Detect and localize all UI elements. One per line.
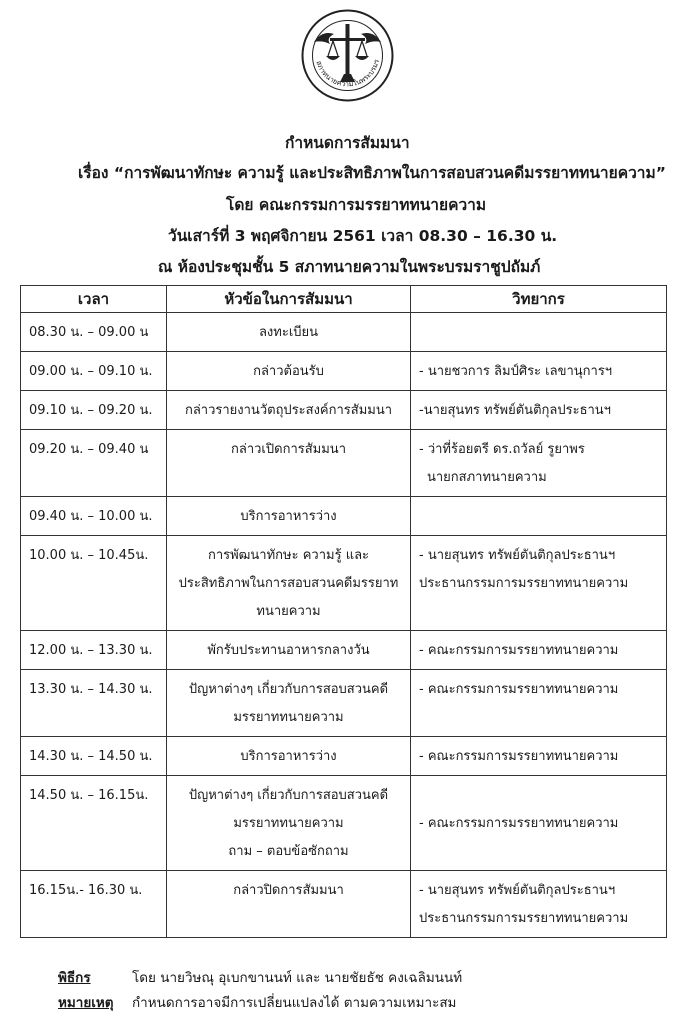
topic-line: ถาม – ตอบข้อซักถาม [228, 844, 349, 859]
topic-line: บริการอาหารว่าง [240, 509, 337, 524]
mc-label: พิธีกร [58, 970, 91, 986]
table-row [21, 631, 667, 670]
speaker-line [419, 782, 658, 810]
speaker-line: - ว่าที่ร้อยตรี ดร.ถวัลย์ รูยาพร [419, 442, 585, 457]
topic-line: มรรยาททนายความ [233, 816, 344, 831]
row-time: 12.00 น. – 13.30 น. [21, 631, 167, 670]
svg-text:สภาทนายความในพระบรมราชูปถัมภ์: สภาทนายความในพระบรมร [314, 58, 381, 89]
note-text: กำหนดการอาจมีการเปลี่ยนแปลงได้ ตามความเหมาะสม [132, 995, 457, 1011]
table-row [21, 737, 667, 776]
row-topic [167, 536, 411, 631]
topic-line: ปัญหาต่างๆ เกี่ยวกับการสอบสวนคดี [188, 682, 389, 697]
row-time: 08.30 น. – 09.00 น [21, 313, 167, 352]
table-row [21, 352, 667, 391]
venue-line: ณ ห้องประชุมชั้น 5 สภาทนายความในพระบรมราชูปถัมภ์ [158, 258, 541, 276]
row-topic [167, 670, 411, 737]
row-topic [167, 776, 411, 871]
speaker-line: - นายสุนทร ทรัพย์ตันติกุลประธานฯ [419, 548, 616, 563]
speaker-line: - นายสุนทร ทรัพย์ตันติกุลประธานฯ [419, 883, 616, 898]
row-topic [167, 737, 411, 776]
topic-line: การพัฒนาทักษะ ความรู้ และ [207, 548, 370, 563]
row-time: 13.30 น. – 14.30 น. [21, 670, 167, 737]
row-time: 14.50 น. – 16.15น. [21, 776, 167, 871]
row-speaker [411, 737, 667, 776]
topic-line: พักรับประทานอาหารกลางวัน [207, 643, 370, 658]
row-time: 09.00 น. – 09.10 น. [21, 352, 167, 391]
table-row [21, 871, 667, 938]
row-speaker [411, 631, 667, 670]
row-topic [167, 313, 411, 352]
row-speaker [411, 391, 667, 430]
row-time: 09.10 น. – 09.20 น. [21, 391, 167, 430]
topic-line: กล่าวเปิดการสัมมนา [231, 442, 346, 457]
row-time: 10.00 น. – 10.45น. [21, 536, 167, 631]
table-row [21, 313, 667, 352]
row-topic [167, 352, 411, 391]
topic-line: กล่าวต้อนรับ [253, 364, 324, 379]
row-speaker [411, 430, 667, 497]
topic-line: ประสิทธิภาพในการสอบสวนคดีมรรยาท [178, 576, 399, 591]
schedule-table [20, 285, 667, 938]
row-speaker [411, 536, 667, 631]
topic-line: มรรยาททนายความ [233, 710, 344, 725]
row-speaker [411, 776, 667, 871]
table-row [21, 536, 667, 631]
row-speaker [411, 871, 667, 938]
table-row [21, 391, 667, 430]
topic-line: ปัญหาต่างๆ เกี่ยวกับการสอบสวนคดี [188, 788, 389, 803]
row-time: 09.40 น. – 10.00 น. [21, 497, 167, 536]
mc-text: โดย นายวิษณุ อุเบกขานนท์ และ นายชัยธัช คงเฉลิมนนท์ [132, 970, 463, 986]
row-topic [167, 430, 411, 497]
header-speaker: วิทยากร [411, 286, 667, 313]
speaker-line: ประธานกรรมการมรรยาททนายความ [419, 911, 629, 926]
row-speaker [411, 313, 667, 352]
note-label: หมายเหตุ [58, 995, 114, 1011]
seminar-subject: เรื่อง “การพัฒนาทักษะ ความรู้ และประสิทธิภาพในการสอบสวนคดีมรรยาททนายความ” [78, 164, 666, 182]
speaker-line: - นายชวการ ลิมป์ศิระ เลขานุการฯ [419, 364, 613, 379]
row-topic [167, 497, 411, 536]
table-row [21, 776, 667, 871]
row-topic [167, 391, 411, 430]
speaker-line: - คณะกรรมการมรรยาททนายความ [419, 749, 619, 764]
row-time: 14.30 น. – 14.50 น. [21, 737, 167, 776]
table-header-row [21, 286, 667, 313]
organizer-line: โดย คณะกรรมการมรรยาททนายความ [226, 196, 487, 214]
row-speaker [411, 497, 667, 536]
date-line: วันเสาร์ที่ 3 พฤศจิกายน 2561 เวลา 08.30 – 16.30 น. [168, 227, 558, 245]
row-topic [167, 631, 411, 670]
table-row [21, 670, 667, 737]
row-time: 09.20 น. – 09.40 น [21, 430, 167, 497]
speaker-line: นายกสภาทนายความ [427, 470, 547, 485]
header-time: เวลา [21, 286, 167, 313]
speaker-line: - คณะกรรมการมรรยาททนายความ [419, 816, 619, 831]
row-topic [167, 871, 411, 938]
table-row [21, 430, 667, 497]
row-speaker [411, 352, 667, 391]
speaker-line: - คณะกรรมการมรรยาททนายความ [419, 643, 619, 658]
table-row [21, 497, 667, 536]
topic-line: กล่าวรายงานวัตถุประสงค์การสัมมนา [184, 403, 393, 418]
topic-line: บริการอาหารว่าง [240, 749, 337, 764]
topic-line: กล่าวปิดการสัมมนา [233, 883, 344, 898]
seal-logo [300, 8, 395, 103]
topic-line: ทนายความ [256, 604, 321, 619]
speaker-line: -นายสุนทร ทรัพย์ตันติกุลประธานฯ [419, 403, 611, 418]
row-time: 16.15น.- 16.30 น. [21, 871, 167, 938]
speaker-line: - คณะกรรมการมรรยาททนายความ [419, 682, 619, 697]
row-speaker [411, 670, 667, 737]
speaker-line: ประธานกรรมการมรรยาททนายความ [419, 576, 629, 591]
topic-line: ลงทะเบียน [258, 325, 319, 340]
document-title: กำหนดการสัมมนา [285, 134, 410, 152]
header-topic: หัวข้อในการสัมมนา [167, 286, 411, 313]
